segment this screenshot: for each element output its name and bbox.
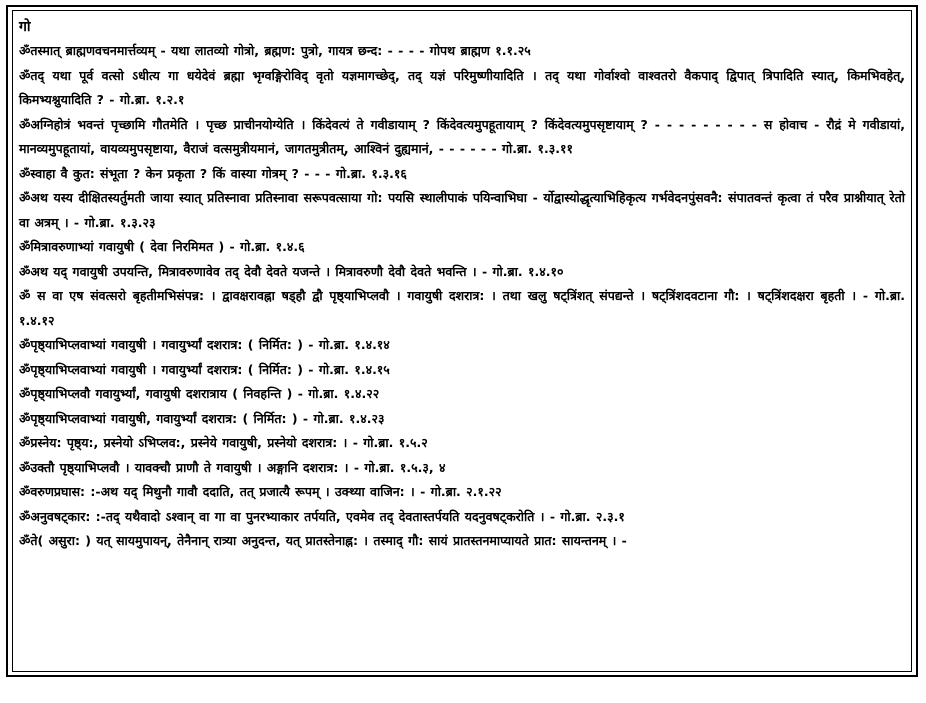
entry: ॐपृष्ठ्याभिप्लवाभ्यां गवायुषी । गवायुर्भ्यां दशरात्र: ( निर्मित: ) - गो.ब्रा. १.४.१४ xyxy=(19,337,390,352)
entry: ॐअनुवषट्कार: :-तद् यथैवादो ऽश्वान् वा गा वा पुनरभ्याकार तर्पयति, एवमेव तद् देवतास्तर्पयति यदनुवषट्करोति । - गो.ब्रा. २.३.१ xyxy=(19,508,625,524)
entry: ॐप्रस्नेय: पृष्ठ्य:, प्रस्नेयो ऽभिप्लव:, प्रस्नेये गवायुषी, प्रस्नेयो दशरात्र: । - गो.ब्रा. १.५.२ xyxy=(19,435,428,450)
entry: ॐपृष्ठ्याभिप्लवाभ्यां गवायुषी, गवायुर्भ्यां दशरात्र: ( निर्मित: ) - गो.ब्रा. १.४.२३ xyxy=(19,410,385,426)
page-heading: गो xyxy=(19,19,31,35)
entry: ॐवरुणप्रघास: :-अथ यद् मिथुनौ गावौ ददाति, तत् प्रजात्यै रूपम् । उक्थ्या वाजिन: । - गो.ब्रा. २.१.२२ xyxy=(19,484,502,499)
entry: ॐस्वाहा वै कुत: संभूता ? केन प्रकृता ? किं वास्या गोत्रम् ? - - - गो.ब्रा. १.३.१६ xyxy=(19,165,407,181)
entry: ॐअथ यद् गवायुषी उपयन्ति, मित्रावरुणावेव तद् देवौ देवते यजन्ते । मित्रावरुणौ देवौ देवते भवन्ति । - गो.ब्रा. १.४.१० xyxy=(19,263,564,279)
entry: ॐपृष्ठ्याभिप्लवौ गवायुर्भ्यां, गवायुषी दशरात्राय ( निवहन्ति ) - गो.ब्रा. १.४.२२ xyxy=(19,386,380,401)
entry: ॐअग्निहोत्रं भवन्तं पृच्छामि गौतमेति । पृच्छ प्राचीनयोग्येति । किंदेवत्यं ते गवीडायाम् ? किंदेवत्यमुपहूतायाम् ? किंदेवत्यमुपसृष्टायाम् ? - - - - - - - - - स होवाच - रौद्रं मे गवीडायां, मानव्यमुपहूतायां, वायव्यमुपसृष्टाया, वैराजं वत्समुत्रीयमानं, जागतमुत्रीतम्, आश्विनं दुह्यमानं, - - - - - - गो.ब्रा. १.३.११ xyxy=(19,116,905,156)
entry: ॐपृष्ठ्याभिप्लवाभ्यां गवायुषी । गवायुर्भ्यां दशरात्र: ( निर्मित: ) - गो.ब्रा. १.४.१५ xyxy=(19,361,390,377)
entry-list xyxy=(19,39,905,554)
text-frame xyxy=(12,10,912,672)
entry: ॐतस्मात् ब्राह्मणवचनमार्त्तव्यम् - यथा लातव्यो गोत्रो, ब्रह्मण: पुत्रो, गायत्र छन्द: - - - - गोपथ ब्राह्मण १.१.२५ xyxy=(19,43,531,58)
entry: ॐमित्रावरुणाभ्यां गवायुषी ( देवा निरमिमत ) - गो.ब्रा. १.४.६ xyxy=(19,239,305,254)
entry: ॐअथ यस्य दीक्षितस्यर्तुमती जाया स्यात् प्रतिस्नावा प्रतिस्नावा सरूपवत्साया गो: पयसि स्थालीपाकं पयिन्वाभिघा - र्योद्वास्योद्धृत्याभिहिकृत्य गर्भवेदनपुंसवनै: संपातवन्तं कृत्वा तं परैव प्राश्नीयात् रेतो वा अत्रम् । - गो.ब्रा. १.३.२३ xyxy=(19,190,905,230)
entry: ॐ स वा एष संवत्सरो बृहतीमभिसंपन्न: । द्वावक्षरावह्ना षड्हौ द्वौ पृष्ठ्याभिप्लवौ । गवायुषी दशरात्र: । तथा खलु षट्त्रिंशत् संपद्यन्ते । षट्त्रिंशदवटाना गौ: । षट्त्रिंशदक्षरा बृहती । - गो.ब्रा. १.४.१२ xyxy=(19,288,905,328)
entry: ॐते( असुरा: ) यत् सायमुपायन्, तेनैनान् रात्र्या अनुदन्त, यत् प्रातस्तेनाह्न: । तस्माद् गौ: सायं प्रातस्तनमाप्यायते प्रात: सायन्तनम् । - xyxy=(19,533,627,548)
entry: ॐतद् यथा पूर्व वत्सो ऽधीत्य गा धयेदेवं ब्रह्मा भृग्वङ्गिरोविद् वृतो यज्ञमागच्छेद्, तद् यज्ञं परिमुष्णीयादिति । तद् यथा गोर्वाश्वो वाश्वतरो वैकपाद् द्विपात् त्रिपादिति स्यात्, किमभिवहेत्, किमभ्यश्नुयादिति ? - गो.ब्रा. १.२.१ xyxy=(19,67,905,107)
entry: ॐउक्तौ पृष्ठ्याभिप्लवौ । यावक्चौ प्राणौ ते गवायुषी । अङ्गानि दशरात्र: । - गो.ब्रा. १.५.३, ४ xyxy=(19,459,446,475)
